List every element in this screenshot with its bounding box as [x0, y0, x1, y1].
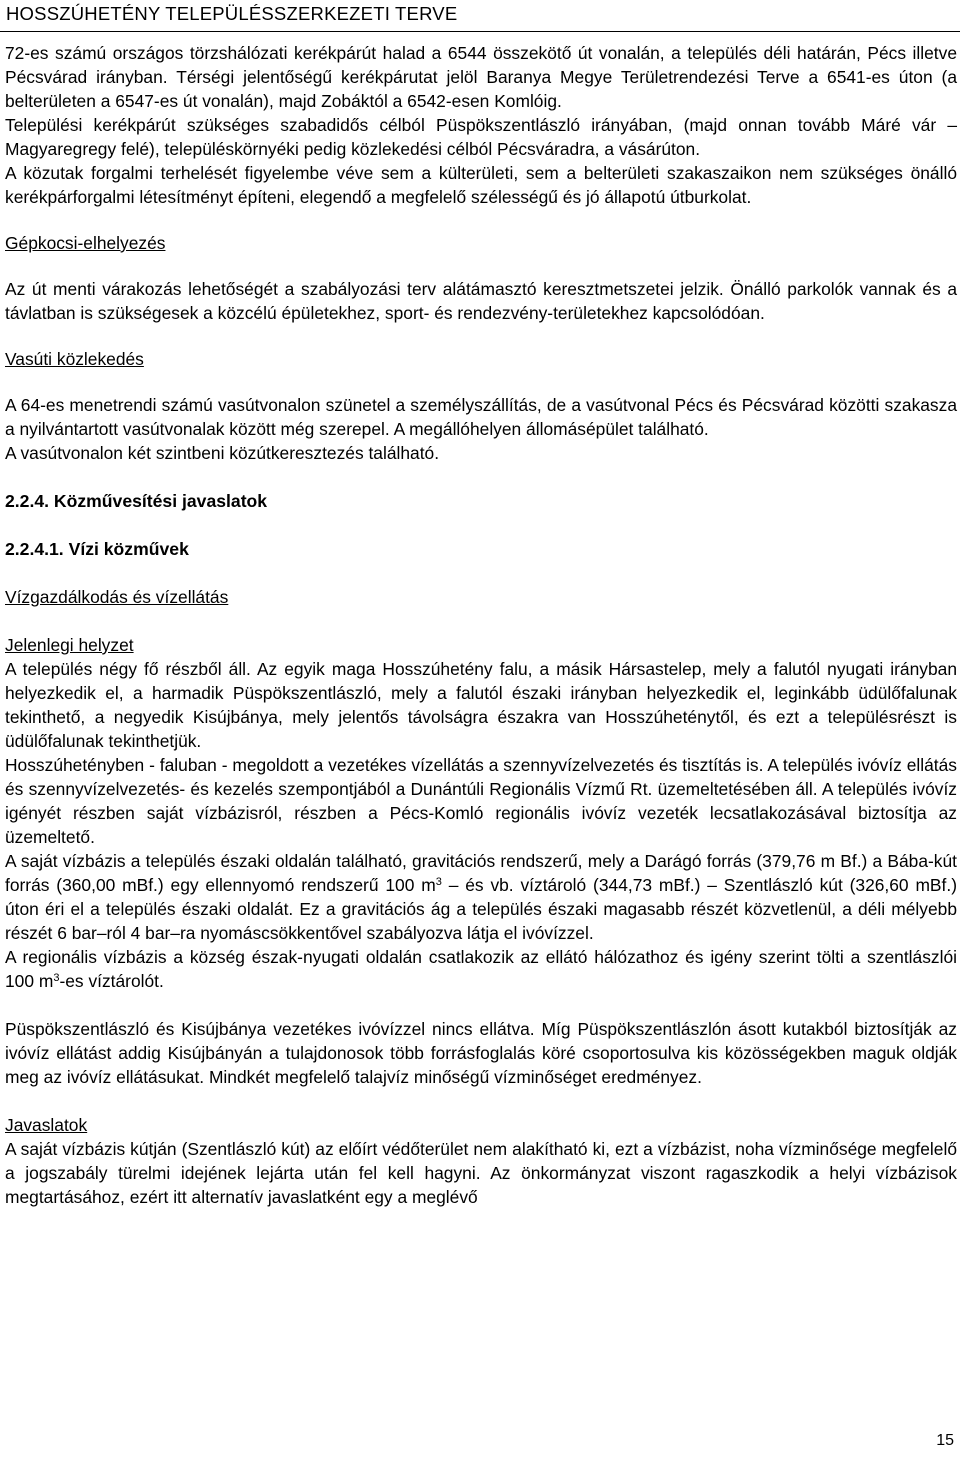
section-heading-rail: Vasúti közlekedés: [5, 349, 144, 369]
paragraph: Települési kerékpárút szükséges szabadidős célból Püspökszentlászló irányában, (majd onnan tovább Máré vár – Magyaregregy felé), településkörnyéki pedig közlekedési célból Pécsváradra, a vásárúton.: [5, 115, 957, 159]
paragraph: 72-es számú országos törzshálózati kerékpárút halad a 6544 összekötő út vonalán, a település déli határán, Pécs illetve Pécsvárad irányban. Térségi jelentőségű kerékpárutat jelöl Baranya Megye Területrendezési Terve a 6541-es úton (a belterületen a 6547-es út vonalán), majd Zobáktól a 6542-esen Komlóig.: [5, 43, 957, 111]
page-number: 15: [936, 1432, 954, 1449]
chapter-heading: 2.2.4. Közművesítési javaslatok: [5, 491, 268, 511]
paragraph: [5, 945, 957, 993]
section-heading-water: Vízgazdálkodás és vízellátás: [5, 587, 229, 607]
subchapter-heading: 2.2.4.1. Vízi közművek: [5, 539, 189, 559]
paragraph: Püspökszentlászló és Kisújbánya vezetékes ivóvízzel nincs ellátva. Míg Püspökszentlászlón ásott kutakból biztosítják az ivóvíz ellátást addig Kisújbányán a tulajdonosok több forrásfoglalás köré csoportosulva kis közösségekben maguk oldják meg az ivóvíz ellátásukat. Mindkét megfelelő talajvíz minőségű vízminőséget eredményez.: [5, 1019, 957, 1087]
section-heading-current: Jelenlegi helyzet: [5, 635, 134, 655]
paragraph: A közutak forgalmi terhelését figyelembe véve sem a külterületi, sem a belterületi szakaszaikon nem szükséges önálló kerékpárforgalmi létesítményt építeni, elegendő a megfelelő szélességű és jó állapotú útburkolat.: [5, 163, 957, 207]
superscript: 3: [435, 876, 442, 888]
paragraph: Az út menti várakozás lehetőségét a szabályozási terv alátámasztó keresztmetszetei jelzik. Önálló parkolók vannak és a távlatban is szükségesek a közcélú épületekhez, sport- és rendezvény-területekhez kapcsolódóan.: [5, 279, 957, 323]
header-title: HOSSZÚHETÉNY TELEPÜLÉSSZERKEZETI TERVE: [6, 3, 458, 24]
paragraph: [5, 849, 957, 945]
superscript: 3: [53, 972, 60, 984]
paragraph: A vasútvonalon két szintbeni közútkeresztezés található.: [5, 443, 440, 463]
page-header: [0, 0, 960, 32]
paragraph: A saját vízbázis kútján (Szentlászló kút) az előírt védőterület nem alakítható ki, ezt a vízbázist, noha vízminősége megfelelő a jogszabály türelmi idejének lejárta után fel kell hagyni. Az önkormányzat viszont ragaszkodik a helyi vízbázisok megtartásához, ezért itt alternatív javaslatként egy a meglévő: [5, 1139, 957, 1207]
text-run: A regionális vízbázis a község észak-nyugati oldalán csatlakozik az ellátó hálózathoz és igény szerint tölti a szentlászlói 100 m: [5, 947, 957, 991]
text-run: – és vb. víztároló (344,73 mBf.) – Szentlászló kút (326,60 mBf.) úton éri el a település északi oldalát. Ez a gravitációs ág a település északi magasabb részét közvetlenül, a déli mélyebb részét 6 bar–ról 4 bar–ra nyomáscsökkentővel szabályozva látja el ivóvízzel.: [5, 875, 957, 943]
text-run: A saját vízbázis a település északi oldalán található, gravitációs rendszerű, mely a Darágó forrás (379,76 m Bf.) a Bába-kút forrás (360,00 mBf.) egy ellennyomó rendszerű 100 m: [5, 851, 957, 895]
document-body: [5, 41, 957, 1209]
text-run: -es víztárolót.: [59, 971, 164, 991]
paragraph: A település négy fő részből áll. Az egyik maga Hosszúhetény falu, a másik Hársastelep, mely a falutól nyugati irányban helyezkedik el, a harmadik Püspökszentlászló, mely a falutól északi irányban helyezkedik el, leginkább üdülőfalunak tekinthető, a negyedik Kisújbánya, mely jelentős távolságra északra van Hosszúheténytől, és ezt a településrészt is üdülőfalunak tekinthetjük.: [5, 659, 957, 751]
section-heading-parking: Gépkocsi-elhelyezés: [5, 233, 166, 253]
paragraph: A 64-es menetrendi számú vasútvonalon szünetel a személyszállítás, de a vasútvonal Pécs és Pécsvárad közötti szakasza a nyilvántartott vasútvonalak között még szerepel. A megállóhelyen állomásépület található.: [5, 395, 957, 439]
paragraph: Hosszúhetényben - faluban - megoldott a vezetékes vízellátás a szennyvízelvezetés és tisztítás is. A település ivóvíz ellátás és szennyvízelvezetés- és kezelés szempontjából a Dunántúli Regionális Vízmű Rt. üzemeltetésében áll. A település ivóvíz igényét részben saját vízbázisról, részben a Pécs-Komló regionális ivóvíz vezeték lecsatlakozásával biztosítja az üzemeltető.: [5, 755, 957, 847]
section-heading-proposal: Javaslatok: [5, 1115, 88, 1135]
